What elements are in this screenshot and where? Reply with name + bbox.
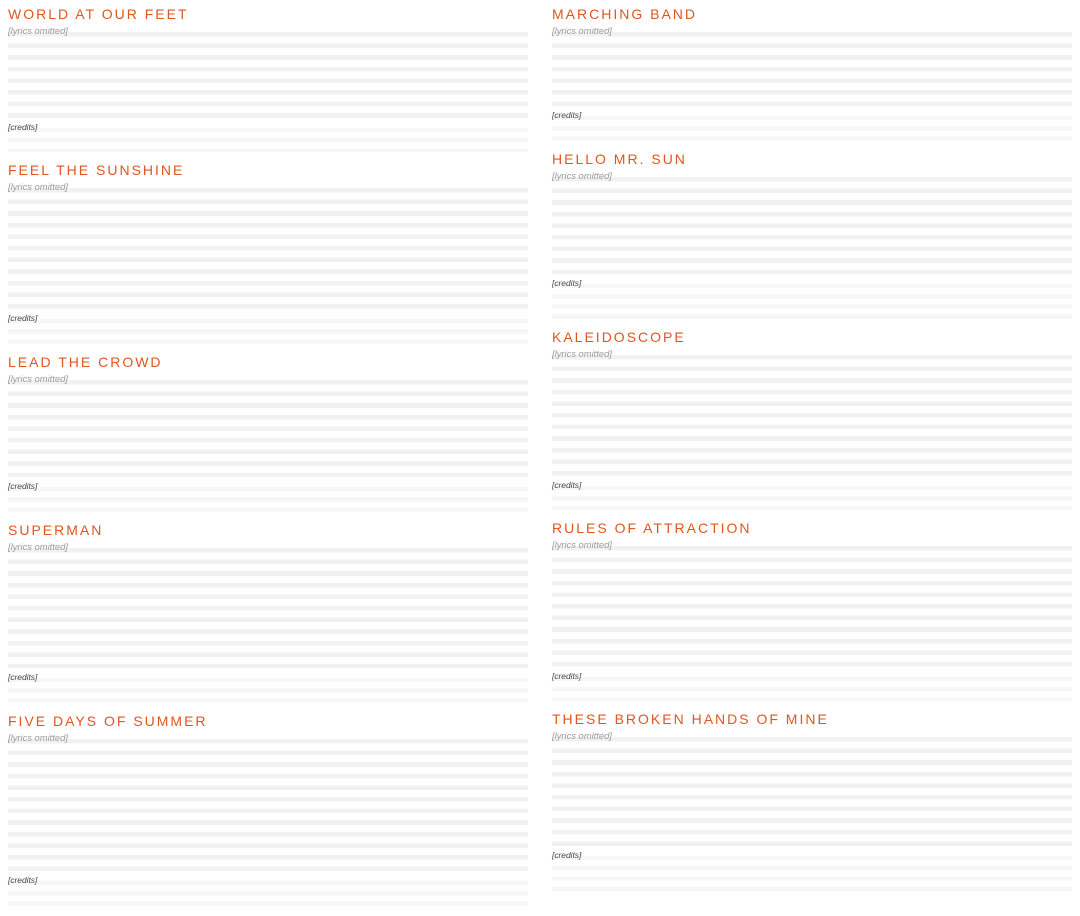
credits-placeholder: [credits] [8,313,528,344]
credits-placeholder: [credits] [552,278,1072,319]
song-block [8,522,528,703]
lyrics-placeholder: [lyrics omitted] [552,539,1072,667]
song-title: KALEIDOSCOPE [552,328,686,345]
song-block [552,520,1072,701]
song-block [552,6,1072,141]
lyrics-placeholder: [lyrics omitted] [552,170,1072,274]
credits-placeholder: [credits] [8,672,528,703]
song-block [8,354,528,512]
song-block [8,713,528,906]
credits-placeholder: [credits] [8,481,528,512]
credits-placeholder: [credits] [552,671,1072,702]
song-block [8,162,528,343]
credits-placeholder: [credits] [552,480,1072,511]
lyrics-placeholder: [lyrics omitted] [8,25,528,118]
lyrics-placeholder: [lyrics omitted] [8,541,528,669]
lyrics-placeholder: [lyrics omitted] [552,25,1072,106]
song-title: SUPERMAN [8,521,104,538]
song-block [8,6,528,152]
song-title: FEEL THE SUNSHINE [8,162,185,179]
lyrics-placeholder: [lyrics omitted] [8,373,528,477]
credits-placeholder: [credits] [552,850,1072,891]
song-title: MARCHING BAND [552,6,698,22]
song-title: THESE BROKEN HANDS OF MINE [552,711,829,728]
song-block [552,151,1072,319]
credits-placeholder: [credits] [8,122,528,153]
song-title: HELLO MR. SUN [552,150,687,167]
lyrics-placeholder: [lyrics omitted] [552,730,1072,846]
lyrics-placeholder: [lyrics omitted] [8,181,528,309]
right-column [552,6,1072,916]
song-title: RULES OF ATTRACTION [552,520,752,537]
song-title: LEAD THE CROWD [8,353,163,370]
lyrics-placeholder: [lyrics omitted] [552,348,1072,476]
credits-placeholder: [credits] [8,875,528,906]
song-block [552,329,1072,510]
credits-placeholder: [credits] [552,110,1072,141]
song-block [552,711,1072,891]
left-column [8,6,528,916]
song-title: WORLD AT OUR FEET [8,6,189,22]
song-title: FIVE DAYS OF SUMMER [8,712,208,729]
lyrics-placeholder: [lyrics omitted] [8,732,528,871]
